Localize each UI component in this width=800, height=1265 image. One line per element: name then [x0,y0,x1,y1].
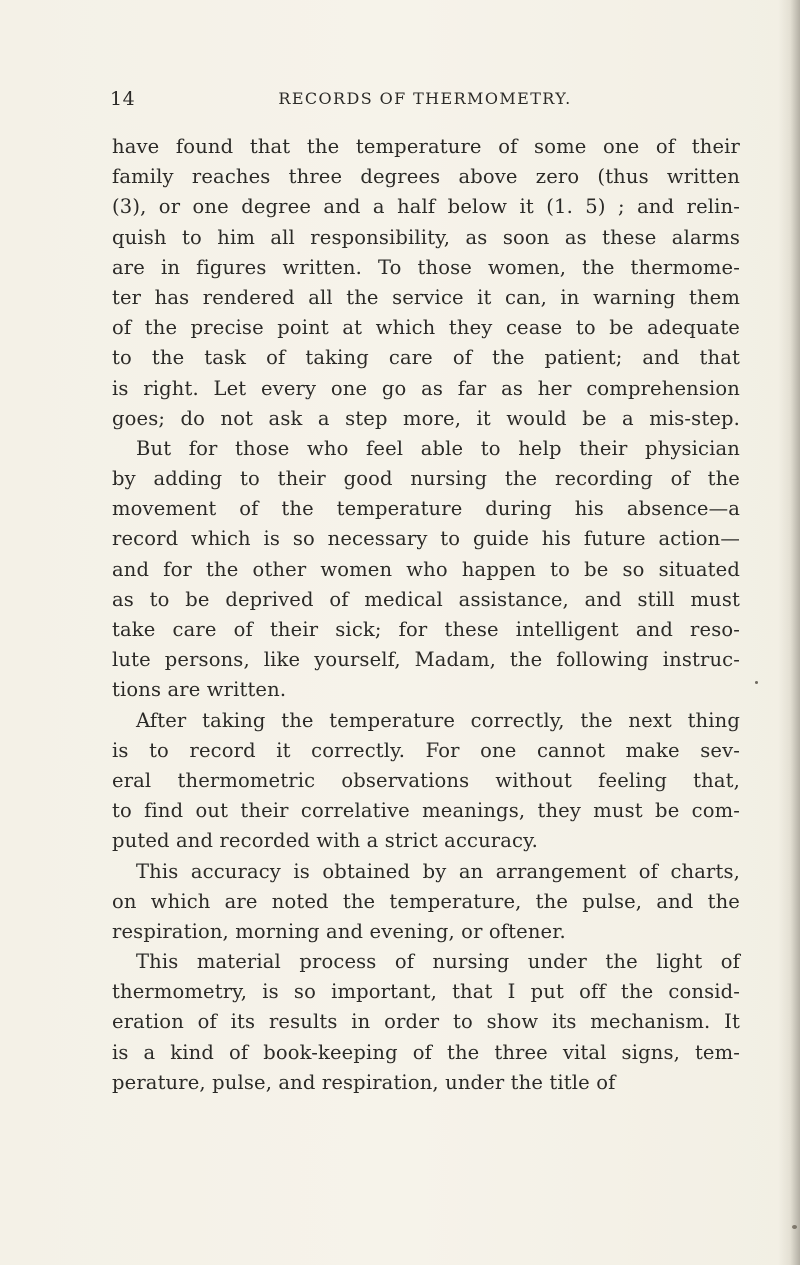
body-text [112,132,740,1098]
text-line: But for those who feel able to help their physician [136,436,740,460]
text-line: This material process of nursing under the light of [136,950,740,974]
page-edge-shadow [778,0,800,1265]
text-line: of the precise point at which they cease to be adequate [112,316,740,340]
text-line: eration of its results in order to show its mechanism. It [112,1010,740,1034]
text-line: by adding to their good nursing the recording of the [112,467,740,491]
text-line: quish to him all responsibility, as soon as these alarms [112,225,740,249]
text-line: have found that the temperature of some one of their [112,135,740,158]
text-line: tions are written. [112,678,287,702]
text-line: movement of the temperature during his absence—a [112,497,740,521]
running-title: RECORDS OF THERMOMETRY. [278,89,572,108]
page-number: 14 [110,88,136,110]
text-line: is to record it correctly. For one cannot make sev- [112,738,740,762]
text-line: on which are noted the temperature, the pulse, and the [112,889,740,913]
text-line: puted and recorded with a strict accuracy. [112,829,539,853]
margin-mark [755,681,758,684]
text-line: take care of their sick; for these intelligent and reso- [112,618,740,641]
text-line: and for the other women who happen to be so situated [112,557,740,581]
text-line: respiration, morning and evening, or oftener. [112,919,566,943]
text-line: This accuracy is obtained by an arrangement of charts, [136,859,740,883]
text-line: are in figures written. To those women, the thermome- [112,255,740,279]
text-line: family reaches three degrees above zero (thus written [112,165,740,189]
text-line: to the task of taking care of the patient; and that [112,346,740,370]
text-line: as to be deprived of medical assistance, and still must [112,587,740,611]
text-line: perature, pulse, and respiration, under the title of [112,1070,616,1094]
text-line: lute persons, like yourself, Madam, the following instruc- [112,648,740,672]
text-line: eral thermometric observations without feeling that, [112,768,740,792]
text-line: is right. Let every one go as far as her comprehension [112,376,740,400]
text-line: to find out their correlative meanings, they must be com- [112,799,740,823]
text-line: (3), or one degree and a half below it (1. 5) ; and relin- [112,195,740,219]
text-line: is a kind of book-keeping of the three vital signs, tem- [112,1040,740,1064]
text-line: goes; do not ask a step more, it would be a mis-step. [112,406,740,430]
text-line: thermometry, is so important, that I put off the consid- [112,980,740,1004]
running-header [110,88,740,116]
text-line: record which is so necessary to guide his future action— [112,527,740,551]
text-line: ter has rendered all the service it can, in warning them [112,285,740,309]
text-line: After taking the temperature correctly, the next thing [136,708,740,732]
